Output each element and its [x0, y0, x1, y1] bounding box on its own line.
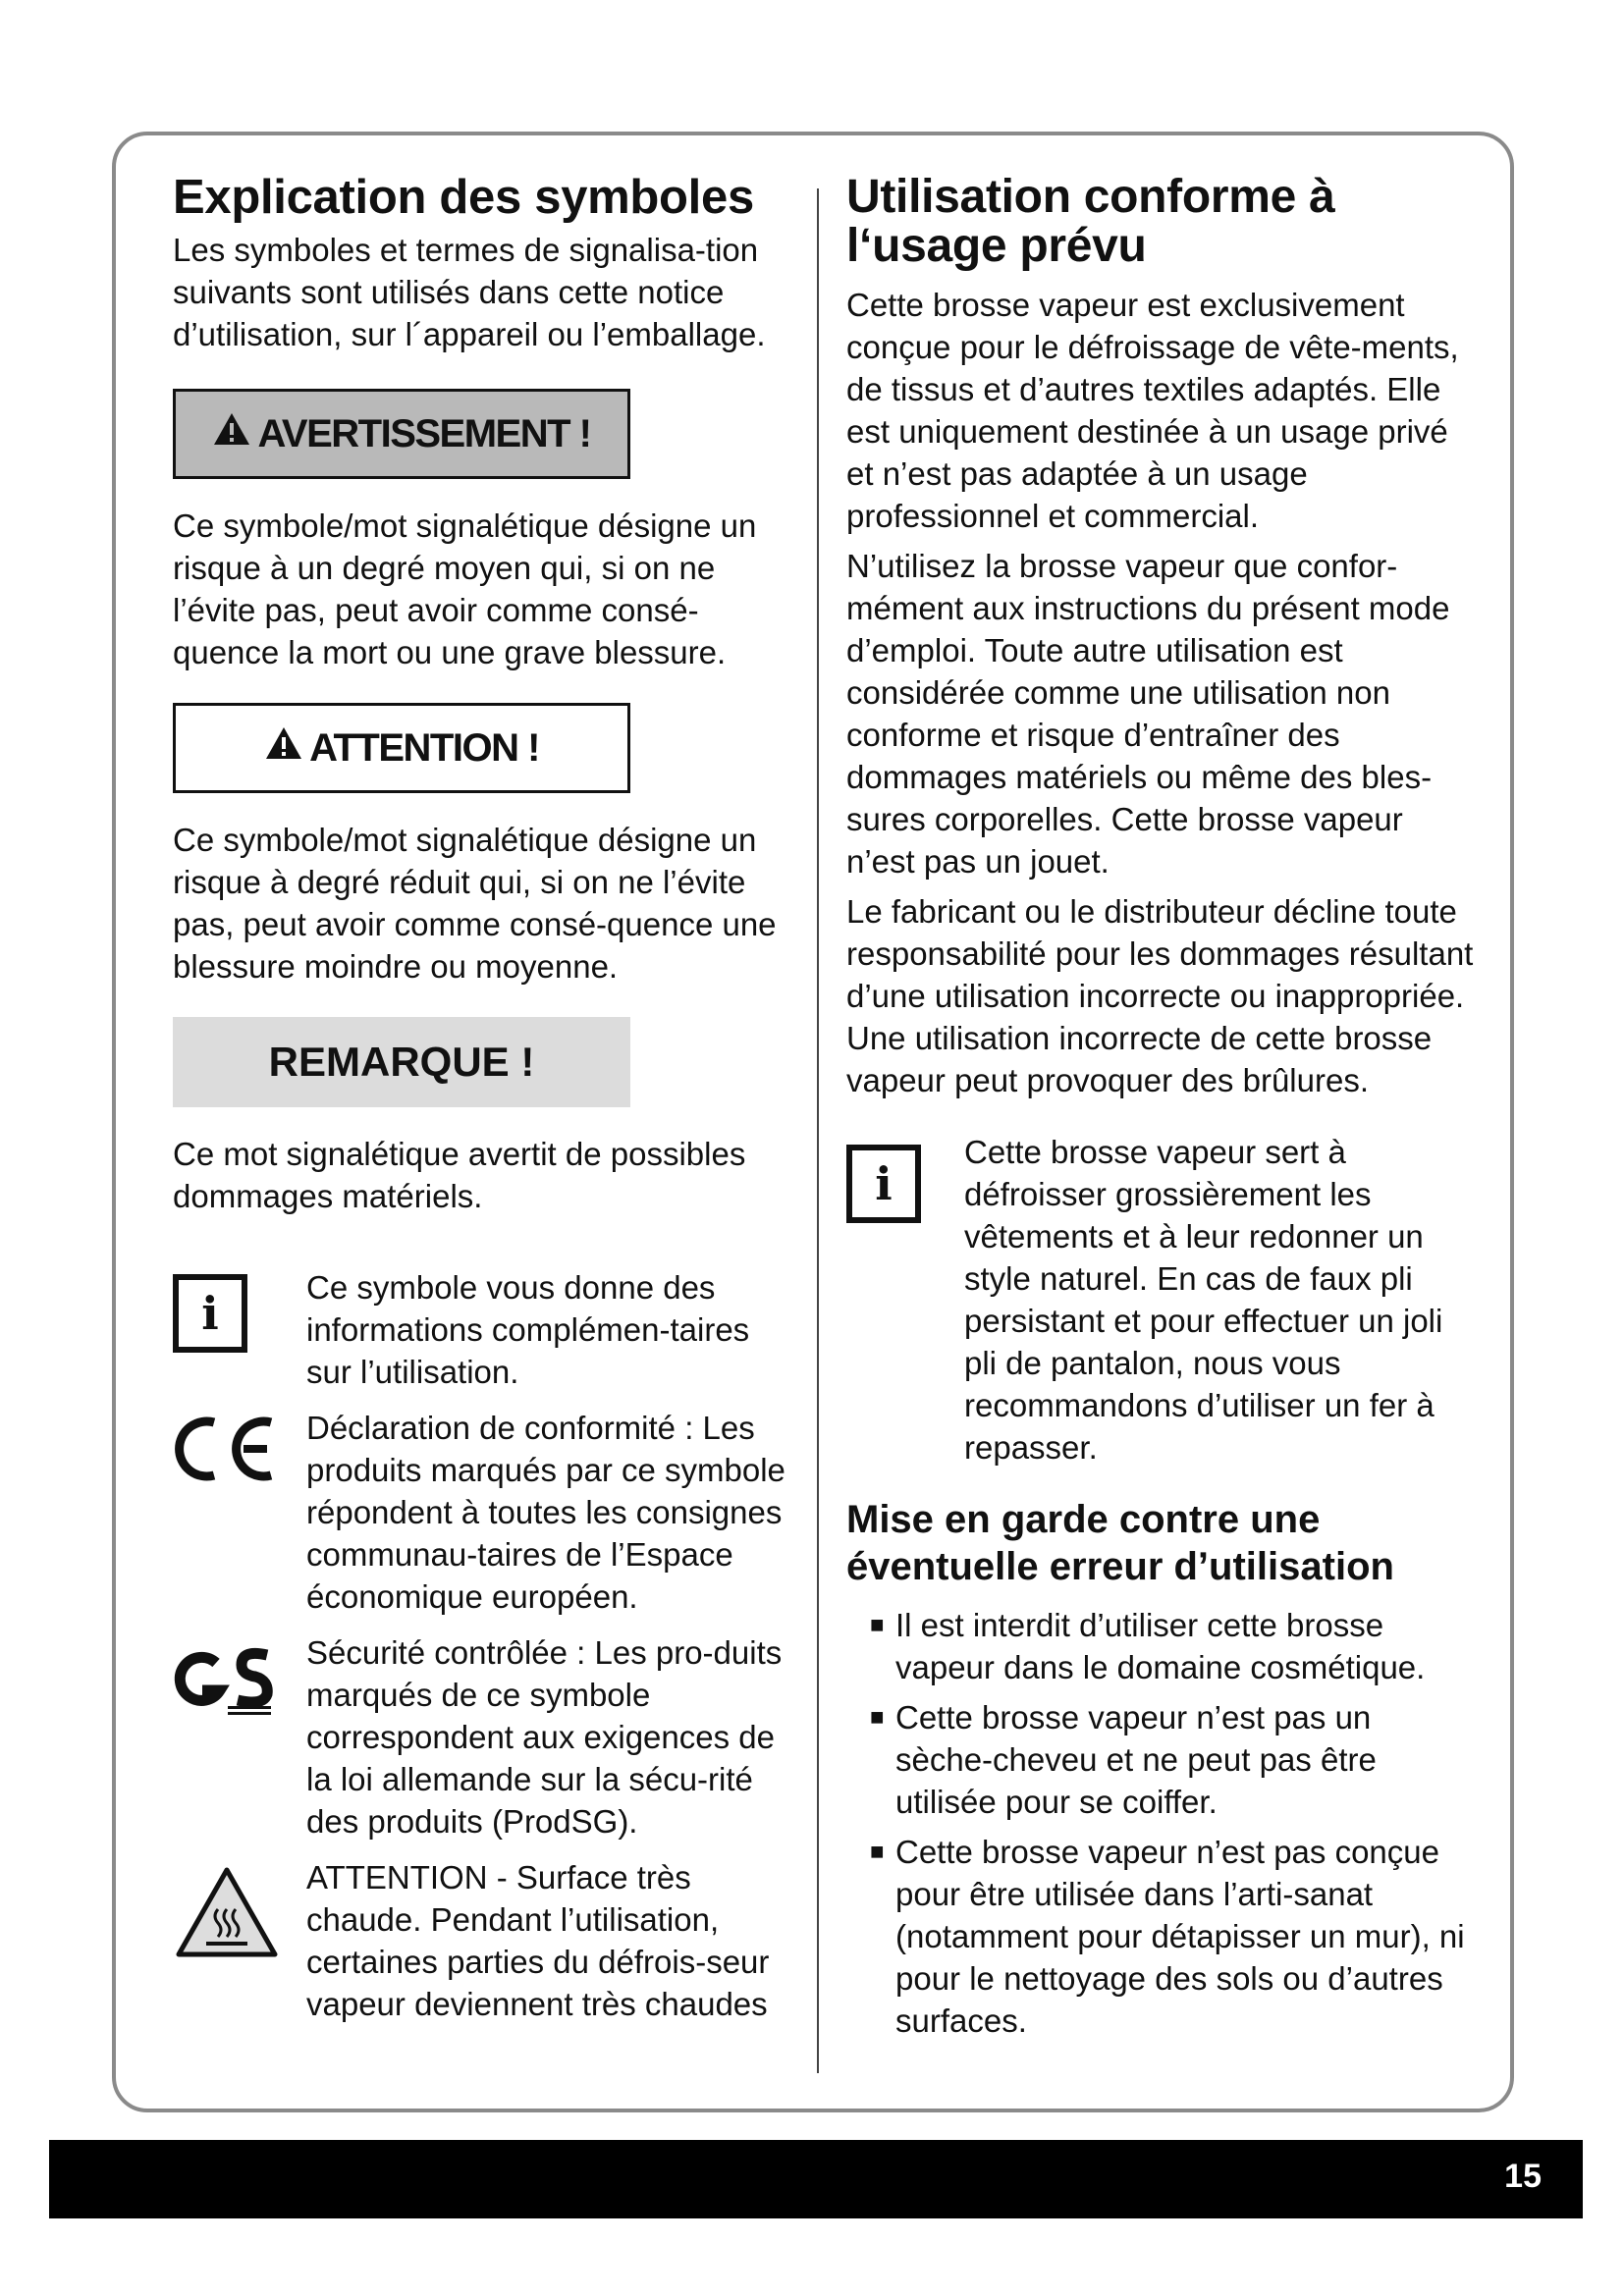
symbol-row-ce: [173, 1407, 785, 1618]
remark-text: Ce mot signalétique avertit de possibles dommages matériels.: [173, 1136, 746, 1215]
list-item: [870, 1696, 1475, 1823]
symbols-intro: Les symboles et termes de signalisa-tion suivants sont utilisés dans cette notice d’utilisation, sur l´appareil ou l’emballage.: [173, 232, 766, 353]
misuse-bullet-list: [846, 1604, 1475, 2042]
bullet-icon: ■: [870, 1838, 885, 1865]
attention-triangle-icon: [264, 725, 303, 771]
right-column: [846, 173, 1475, 2050]
attention-text: Ce symbole/mot signalétique désigne un risque à degré réduit qui, si on ne l’évite pas, peut avoir comme consé-quence une blessure moindre ou moyenne.: [173, 822, 777, 986]
left-column: [173, 173, 785, 2025]
warning-text: Ce symbole/mot signalétique désigne un risque à un degré moyen qui, si on ne l’évite pas, peut avoir comme consé-quence la mort ou une grave blessure.: [173, 507, 757, 671]
symbol-gs-text: Sécurité contrôlée : Les pro-duits marqués de ce symbole correspondent aux exigences de la loi allemande sur la sécu-rité des produits (ProdSG).: [306, 1634, 783, 1841]
column-divider: [817, 188, 819, 2073]
intended-use-title: Utilisation conforme à l‘usage prévu: [846, 171, 1335, 273]
gs-mark-icon: [173, 1639, 281, 1733]
page-number: 15: [1504, 2158, 1542, 2195]
warning-triangle-icon: [212, 411, 251, 456]
intended-use-paragraph-2: N’utilisez la brosse vapeur que confor-mément aux instructions du présent mode d’emploi. Toute autre utilisation est considérée comme une utilisation non conforme et risque d’entraîner des dommages matériels ou même des bles-sures corporelles. Cette brosse vapeur n’est pas un jouet.: [846, 547, 1450, 880]
symbol-row-gs: [173, 1631, 785, 1842]
info-note-text: Cette brosse vapeur sert à défroisser grossièrement les vêtements et à leur redonner un style naturel. En cas de faux pli persistant et pour effectuer un joli pli de pantalon, nous vous recommandons d’utiliser un fer à repasser.: [964, 1133, 1443, 1466]
hot-surface-icon: [173, 1864, 281, 1967]
attention-signal-box: [173, 703, 630, 793]
ce-mark-icon: [173, 1415, 281, 1488]
warning-signal-box: [173, 389, 630, 479]
list-item: [870, 1831, 1475, 2042]
intended-use-paragraph-1: Cette brosse vapeur est exclusivement conçue pour le défroissage de vête-ments, de tissus et d’autres textiles adaptés. Elle est uniquement destinée à un usage privé et n’est pas adaptée à un usage professionnel et commercial.: [846, 286, 1459, 534]
list-item: [870, 1604, 1475, 1688]
info-icon: i: [173, 1274, 247, 1353]
bullet-icon: ■: [870, 1703, 885, 1731]
symbol-row-info: [173, 1266, 785, 1393]
misuse-bullet-3: Cette brosse vapeur n’est pas conçue pour être utilisée dans l’arti-sanat (notamment pour détapisser un mur), ni pour le nettoyage des sols ou d’autres surfaces.: [895, 1833, 1465, 2039]
symbol-hot-surface-text: ATTENTION - Surface très chaude. Pendant l’utilisation, certaines parties du défrois-seur vapeur deviennent très chaudes: [306, 1859, 770, 2023]
remark-label: REMARQUE !: [268, 1039, 535, 1086]
misuse-warning-title: Mise en garde contre une éventuelle erreur d’utilisation: [846, 1497, 1394, 1588]
symbols-title: Explication des symboles: [173, 171, 754, 224]
warning-label: AVERTISSEMENT !: [257, 411, 591, 455]
remark-signal-box: [173, 1017, 630, 1107]
bullet-icon: ■: [870, 1611, 885, 1638]
symbol-ce-text: Déclaration de conformité : Les produits marqués par ce symbole répondent à toutes les consignes communau-taires de l’Espace économique européen.: [306, 1410, 785, 1616]
info-icon: i: [846, 1145, 921, 1223]
info-note: [846, 1131, 1475, 1468]
attention-label: ATTENTION !: [309, 725, 539, 770]
symbol-row-hot-surface: [173, 1856, 785, 2025]
misuse-bullet-2: Cette brosse vapeur n’est pas un sèche-cheveu et ne peut pas être utilisée pour se coiffer.: [895, 1698, 1377, 1820]
misuse-bullet-1: Il est interdit d’utiliser cette brosse vapeur dans le domaine cosmétique.: [895, 1606, 1426, 1685]
page-footer: [49, 2140, 1583, 2218]
symbol-info-text: Ce symbole vous donne des informations complémen-taires sur l’utilisation.: [306, 1269, 750, 1391]
intended-use-paragraph-3: Le fabricant ou le distributeur décline toute responsabilité pour les dommages résultant d’une utilisation incorrecte ou inappropriée. Une utilisation incorrecte de cette brosse vapeur peut provoquer des brûlures.: [846, 892, 1474, 1098]
